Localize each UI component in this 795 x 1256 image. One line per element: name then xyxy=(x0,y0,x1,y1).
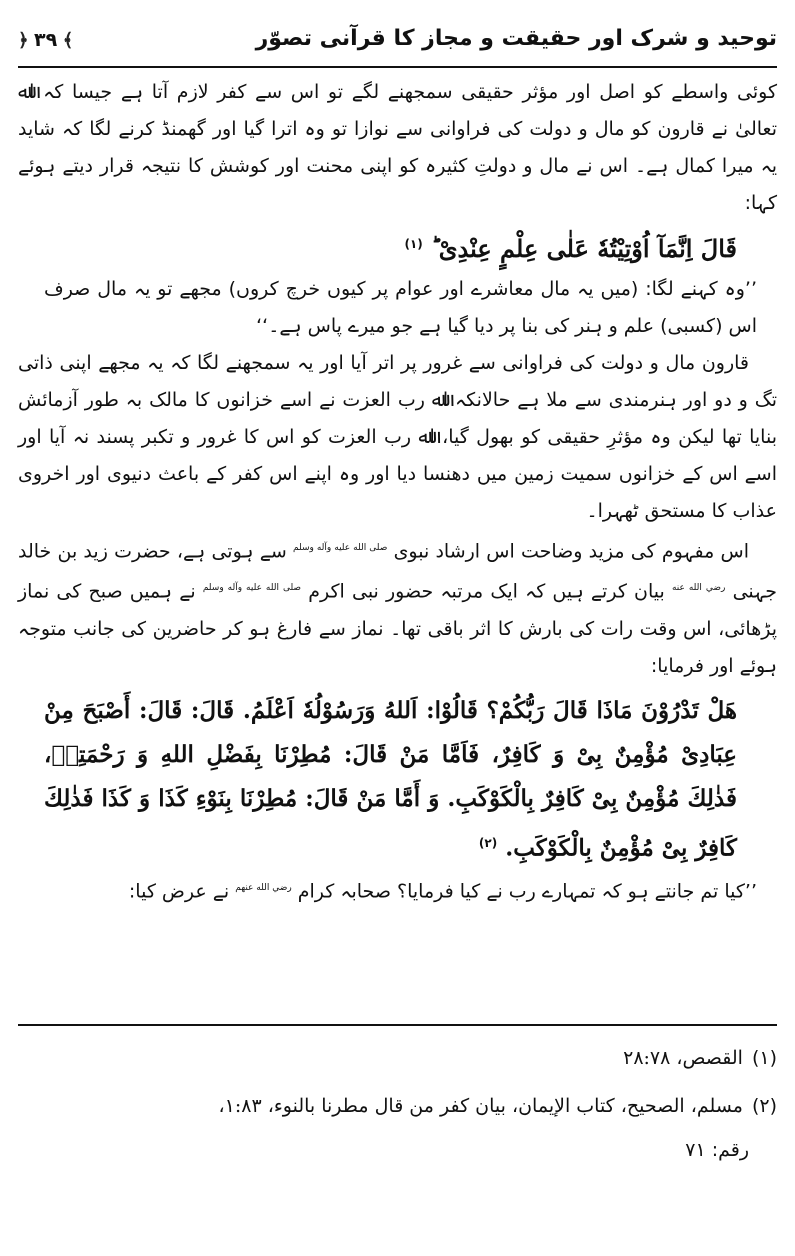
salawat-glyph: صلى الله عليه وآله وسلم xyxy=(292,543,388,553)
radi-glyph-plural: رضي الله عنهم xyxy=(235,883,292,894)
page-header xyxy=(18,18,777,64)
footnote-marker-2: (۲) xyxy=(478,835,498,850)
hadith-arabic: هَلْ تَدْرُوْنَ مَاذَا قَالَ رَبُّكُمْ؟ قَالُوْا: اَللهُ وَرَسُوْلُهٗ اَعْلَمُ. قَالَ: قَالَ: أَصْبَحَ مِنْ عِبَادِیْ مُؤْمِنٌ بِیْ وَ كَافِرٌ، فَاَمَّا مَنْ قَالَ: مُطِرْنَا بِفَضْلِ اللهِ وَ رَحْمَتِهٖ، فَذٰلِكَ مُؤْمِنٌ بِیْ كَافِرٌ بِالْكَوْكَبِ. وَ أَمَّا مَنْ قَالَ: مُطِرْنَا بِنَوْءِ كَذَا وَ كَذَا فَذٰلِكَ كَافِرٌ بِیْ مُؤْمِنٌ بِالْكَوْكَبِ. xyxy=(44,696,737,862)
footnote-rule xyxy=(18,1024,777,1026)
paragraph-1: کوئی واسطے کو اصل اور مؤثر حقیقی سمجھنے لگے تو اس سے کفر لازم آتا ہے جیسا کہ اﷲ تعالیٰ نے قارون کو مال و دولت کی فراوانی سے نوازا تو وہ اترا گیا اور گھمنڈ کرنے لگا کہ شاید یہ میرا کمال ہے۔ اس نے مال و دولتِ کثیرہ کو اپنی محنت اور کوشش کا نتیجہ قرار دیتے ہوئے کہا: xyxy=(18,81,777,214)
footnote-marker-1: (۱) xyxy=(404,237,423,251)
page-number: ۳۹ xyxy=(34,29,58,51)
header-rule xyxy=(18,66,777,68)
hadith-translation-text-b: نے عرض کیا: xyxy=(128,880,230,903)
verse-translation: ’’وہ کہنے لگا: (میں یہ مال معاشرے اور عوام پر کیوں خرچ کروں) مجھے تو یہ مال صرف اس (کسبی) علم و ہنر کی بنا پر دیا گیا ہے جو میرے پاس ہے۔‘‘ xyxy=(44,278,757,337)
hadith-translation-text-a: ’’کیا تم جانتے ہو کہ تمہارے رب نے کیا فرمایا؟ صحابہ کرام xyxy=(297,880,757,903)
quran-verse-text: قَالَ اِنَّمَآ اُوْتِیْتُهٗ عَلٰی عِلْمٍ عِنْدِیْ ؕ xyxy=(431,234,737,263)
quran-verse xyxy=(18,222,777,271)
paragraph-3-text-a: اس مفہوم کی مزید وضاحت اس ارشاد نبوی xyxy=(393,540,749,563)
salawat-glyph-2: صلى الله عليه وآله وسلم xyxy=(202,583,302,594)
footnote-1-number: (۱) xyxy=(751,1047,777,1069)
footnotes xyxy=(18,1034,777,1170)
hadith-text xyxy=(18,689,777,871)
paragraph-3-text-d: نے ہمیں صبح کی نماز پڑھائی، اس وقت رات کی بارش کا اثر باقی تھا۔ نماز سے فارغ ہو کر حاضرین کی جانب متوجہ ہوئے اور فرمایا: xyxy=(18,580,777,677)
ornament-bracket-close: ﴿ xyxy=(18,30,29,50)
footnote-2-text: مسلم، الصحیح، کتاب الإیمان، بیان کفر من قال مطرنا بالنوء، ۱:۸۳، xyxy=(218,1095,743,1117)
hadith-translation xyxy=(18,870,777,910)
main-text xyxy=(18,74,777,911)
footnote-2-continuation: رقم: ۷۱ xyxy=(685,1139,749,1161)
page-number-box xyxy=(18,26,73,52)
footnote-2-number: (۲) xyxy=(751,1095,777,1117)
footnote-1 xyxy=(18,1034,777,1082)
running-title: توحید و شرک اور حقیقت و مجاز کا قرآنی تصوّر xyxy=(255,26,777,51)
paragraph-3-text-c: بیان کرتے ہیں کہ ایک مرتبہ حضور نبی اکرم xyxy=(308,580,665,603)
footnote-2 xyxy=(18,1082,777,1130)
paragraph-2: قارون مال و دولت کی فراوانی سے غرور پر اتر آیا اور یہ سمجھنے لگا کہ یہ مجھے اپنی ذاتی تگ و دو اور ہنرمندی سے ملا ہے حالانکہ اﷲ رب العزت نے اسے خزانوں کا مالک بہ طور آزمائش بنایا تھا لیکن وہ مؤثرِ حقیقی کو بھول گیا، اﷲ رب العزت کو اس کا غرور و تکبر پسند نہ آیا اور اسے اس کے خزانوں سمیت زمین میں دھنسا دیا اور وہ اپنے اس کفر کے باعث دنیوی اور اخروی عذاب کا مستحق ٹھہرا۔ xyxy=(18,352,777,522)
paragraph-3-text-b: سے ہوتی ہے، حضرت زید بن خالد جہنی xyxy=(18,540,778,603)
footnote-1-text: القصص، ۲۸:۷۸ xyxy=(623,1047,743,1069)
ornament-bracket-open: ﴾ xyxy=(62,30,74,50)
radi-glyph: رضي الله عنه xyxy=(671,583,726,594)
paragraph-3 xyxy=(18,530,777,685)
